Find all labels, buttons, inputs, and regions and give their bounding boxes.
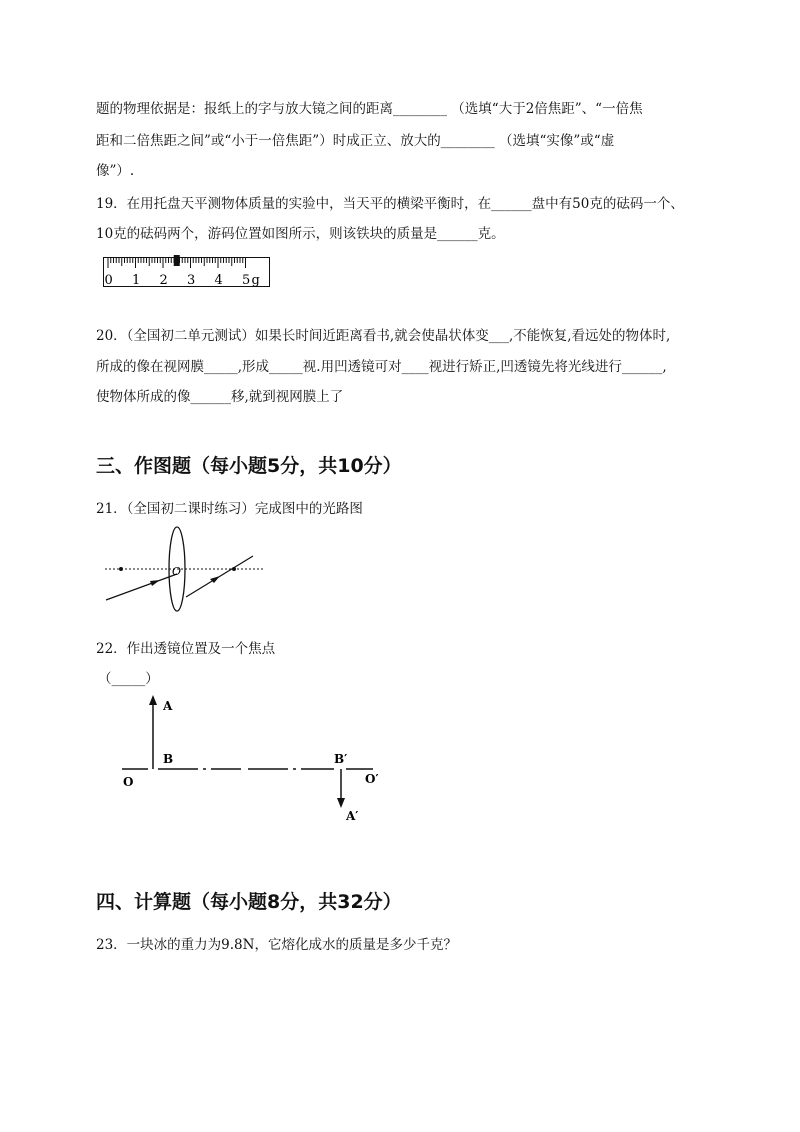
q23-text: 23．一块冰的重力为9.8N，它熔化成水的质量是多少千克？ (96, 937, 457, 953)
q20-line-3: 使物体所成的像______移,就到视网膜上了 (96, 389, 344, 405)
q18-line-1: 题的物理依据是：报纸上的字与放大镜之间的距离________ （选填“大于2倍焦距”、“一倍焦 (96, 101, 643, 117)
q20-line-2: 所成的像在视网膜_____,形成_____视.用凹透镜可对____视进行矫正,凹透镜先将光线进行______, (96, 359, 667, 375)
ruler-label: 5 (242, 273, 251, 288)
label-b: B (163, 752, 174, 766)
rider-scale-ruler (103, 253, 273, 289)
incident-ray-arrow (150, 580, 160, 586)
ruler-label: 3 (187, 273, 196, 288)
q22-lens-diagram (118, 690, 398, 830)
label-b-prime: B′ (334, 752, 348, 766)
q18-line-2: 距和二倍焦距之间”或“小于一倍焦距”）时成正立、放大的________ （选填“实像”或“虚 (96, 133, 615, 149)
q21-lens-diagram (100, 525, 270, 617)
q21-text: 21．（全国初二课时练习）完成图中的光路图 (96, 501, 363, 517)
q19-line-1: 19．在用托盘天平测物体质量的实验中，当天平的横梁平衡时，在______盘中有50克的砝码一个、 (96, 196, 684, 212)
section-4-heading: 四、计算题（每小题8分，共32分） (96, 891, 402, 913)
incident-ray (106, 574, 177, 600)
object-arrow-head (149, 695, 157, 705)
lens-center-label: O (172, 565, 182, 578)
ruler-label: 0 (104, 273, 113, 288)
label-a: A (163, 699, 173, 713)
ruler-label: 1 (132, 273, 141, 288)
rider-marker (174, 255, 180, 266)
focus-point-left (119, 567, 123, 571)
image-arrow-head (337, 798, 345, 808)
q20-line-1: 20．（全国初二单元测试）如果长时间近距离看书,就会使晶状体变___,不能恢复,看远处的物体时, (96, 328, 671, 344)
section-3-heading: 三、作图题（每小题5分，共10分） (96, 455, 402, 477)
q18-line-3: 像”）. (96, 163, 135, 179)
ruler-unit-label: g (251, 273, 260, 288)
ruler-label: 4 (214, 273, 223, 288)
label-a-prime: A′ (346, 809, 359, 823)
label-o: O (123, 775, 134, 789)
q22-text: 22．作出透镜位置及一个焦点 (96, 641, 276, 657)
ruler-label: 2 (159, 273, 168, 288)
q19-line-2: 10克的砝码两个，游码位置如图所示，则该铁块的质量是______克。 (96, 226, 505, 242)
q22-answer-blank: （_____） (98, 671, 159, 687)
label-o-prime: O′ (365, 772, 379, 786)
